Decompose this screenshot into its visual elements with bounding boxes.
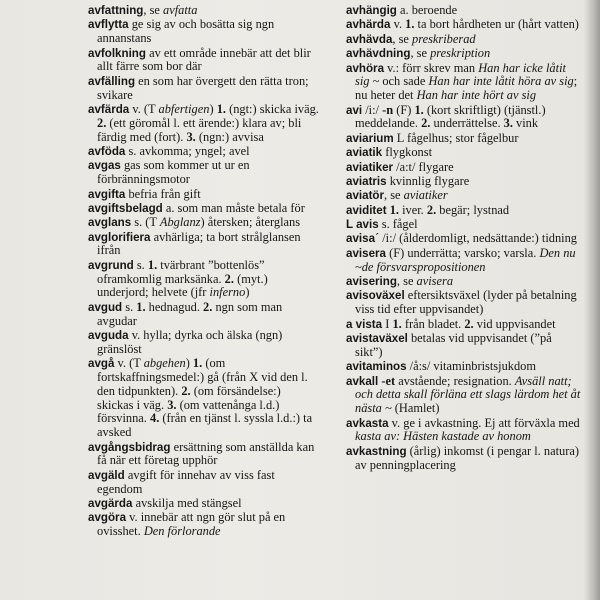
dictionary-entry xyxy=(346,289,582,317)
dictionary-entry xyxy=(346,33,582,47)
entry-sense-number: 2. xyxy=(97,115,107,130)
dictionary-entry xyxy=(88,497,320,511)
entry-sense-number: 1. xyxy=(216,101,226,116)
entry-definition: vid uppvisandet xyxy=(473,316,556,331)
entry-example: Den nu ~de försvarspropositionen xyxy=(355,245,576,274)
entry-definition: underrättelse. xyxy=(430,116,504,131)
dictionary-entry xyxy=(88,103,320,144)
entry-definition: s. fågel xyxy=(378,217,418,232)
entry-sense-number: 1. xyxy=(405,17,415,32)
entry-definition: /å:s/ vitaminbristsjukdom xyxy=(406,359,536,374)
dictionary-entry xyxy=(346,275,582,289)
entry-example: inferno xyxy=(209,285,246,300)
entry-example: Han har icke låtit sig ~ xyxy=(355,60,566,89)
entry-definition: avgift för innehav av viss fast egendom xyxy=(97,467,275,496)
entry-example: Han har inte låtit höra av sig xyxy=(428,74,574,89)
entry-definition: ´ /i:/ (ålderdomligt, nedsättande:) tidning xyxy=(375,231,578,246)
dictionary-entry xyxy=(88,216,320,230)
entry-definition: a. beroende xyxy=(396,3,458,17)
entry-definition: ) xyxy=(209,101,217,116)
entry-headword: avi xyxy=(346,103,363,117)
entry-definition: ) xyxy=(245,285,250,300)
entry-definition: (ett göromål l. ett ärende:) klara av; bli färdig med (fort). xyxy=(97,115,302,144)
entry-definition: avskilja med stängsel xyxy=(132,495,242,510)
entry-definition: (myt.) underjord; helvete (jfr xyxy=(97,271,268,300)
entry-sense-number: 1. xyxy=(147,257,158,272)
entry-definition: (om vattenånga l.d.) försvinna. xyxy=(97,397,280,426)
entry-definition: (F) underrätta; varsko; varsla. xyxy=(385,245,540,260)
entry-definition: (om fortskaffningsmedel:) gå (från X vid den l. den tidpunkten). xyxy=(97,356,308,398)
entry-sense-number: 1. xyxy=(192,356,203,371)
entry-definition: s. xyxy=(122,299,137,314)
dictionary-entry xyxy=(346,332,582,360)
entry-headword: a vista xyxy=(346,317,383,331)
dictionary-entry xyxy=(88,145,320,159)
entry-headword: avgrund xyxy=(88,258,134,272)
entry-sense-number: 2. xyxy=(421,116,431,131)
entry-definition: (F) xyxy=(393,102,415,117)
entry-headword: avfattning xyxy=(88,4,144,17)
entry-headword: avfälling xyxy=(88,74,136,88)
dictionary-entry xyxy=(88,75,320,103)
entry-example: Avsäll natt; och detta skall förläna ett slags lärdom het åt nästa ~ xyxy=(355,373,581,416)
dictionary-entry xyxy=(88,469,320,497)
dictionary-entry xyxy=(346,445,582,473)
entry-definition: iver. xyxy=(399,202,427,217)
dictionary-entry xyxy=(346,4,582,18)
dictionary-entry xyxy=(88,4,320,18)
entry-example: aviatiker xyxy=(403,188,448,203)
entry-example: abgehen xyxy=(143,356,186,371)
entry-sense-number: -n xyxy=(382,102,394,117)
entry-headword: avkall xyxy=(346,374,379,388)
entry-definition: v. xyxy=(390,17,406,32)
dictionary-entry xyxy=(346,232,582,246)
entry-example: preskriberad xyxy=(412,31,476,46)
dictionary-entry xyxy=(346,146,582,160)
entry-headword: avgäld xyxy=(88,468,125,482)
entry-example: Den förlorande xyxy=(143,524,221,539)
entry-headword: avglans xyxy=(88,216,132,230)
entry-example: Han har inte hört av sig xyxy=(416,88,537,103)
entry-definition: avstående; resignation. xyxy=(395,373,515,388)
dictionary-entry xyxy=(88,18,320,46)
entry-headword: avguda xyxy=(88,329,129,343)
entry-sense-number: 3. xyxy=(503,116,513,131)
dictionary-entry xyxy=(346,104,582,132)
left-column xyxy=(88,4,320,540)
entry-definition: /i:/ xyxy=(362,102,383,117)
dictionary-entry xyxy=(88,202,320,216)
entry-headword: aviatris xyxy=(346,174,387,188)
entry-definition: a. som man måste betala för xyxy=(162,200,305,215)
dictionary-entry xyxy=(346,247,582,275)
entry-definition: ngn som man avgudar xyxy=(97,299,283,328)
dictionary-entry xyxy=(346,175,582,189)
entry-definition: ) xyxy=(185,356,193,371)
entry-sense-number: 3. xyxy=(167,397,177,412)
entry-definition: v.: förr skrev man xyxy=(384,60,479,75)
entry-definition: v. (T xyxy=(129,101,159,116)
entry-definition: s. avkomma; yngel; avel xyxy=(125,143,250,158)
entry-definition: ersättning som anställda kan få när ett företag upphör xyxy=(97,439,315,468)
dictionary-entry xyxy=(88,47,320,75)
entry-sense-number: 4. xyxy=(150,411,160,426)
entry-headword: avistaväxel xyxy=(346,332,408,346)
entry-headword: avhängig xyxy=(346,4,397,17)
entry-definition: , se xyxy=(143,3,164,17)
entry-headword: avgifta xyxy=(88,187,126,201)
entry-headword: avgå xyxy=(88,357,115,371)
entry-headword: avisera xyxy=(346,246,386,260)
entry-headword: L avis xyxy=(346,218,379,232)
entry-definition: kvinnlig flygare xyxy=(386,173,470,188)
entry-headword: avgärda xyxy=(88,496,133,510)
entry-definition: och sade xyxy=(379,74,429,89)
entry-headword: aviatik xyxy=(346,146,383,160)
entry-headword: avflytta xyxy=(88,18,129,32)
entry-headword: avgiftsbelagd xyxy=(88,201,163,215)
dictionary-entry xyxy=(88,159,320,187)
entry-sense-number: 1. xyxy=(136,299,146,314)
entry-sense-number: 3. xyxy=(186,129,196,144)
entry-headword: avgöra xyxy=(88,511,127,525)
dictionary-entry xyxy=(346,417,582,445)
entry-headword: avkasta xyxy=(346,416,389,430)
entry-example: preskription xyxy=(430,46,491,61)
entry-definition: s. (T xyxy=(131,215,160,230)
entry-definition: , se xyxy=(392,31,413,46)
dictionary-entry xyxy=(346,360,582,374)
entry-definition: s. xyxy=(133,257,148,272)
entry-headword: avgångsbidrag xyxy=(88,440,171,454)
entry-definition: , se xyxy=(396,274,417,289)
entry-headword: avisoväxel xyxy=(346,289,405,303)
entry-definition: ge sig av och bosätta sig ngn annanstans xyxy=(97,17,275,46)
entry-definition: gas som kommer ut ur en förbränningsmotor xyxy=(97,158,250,187)
entry-definition: v. hylla; dyrka och älska (ngn) gränslöst xyxy=(97,328,283,356)
entry-headword: avgas xyxy=(88,159,121,173)
dictionary-entry xyxy=(346,47,582,61)
entry-headword: avgud xyxy=(88,300,123,314)
entry-headword: avisa xyxy=(346,232,376,246)
entry-sense-number: 2. xyxy=(181,383,191,398)
entry-definition: (årlig) inkomst (i pengar l. natura) av penningplacering xyxy=(355,443,579,472)
entry-definition: (kort skriftligt) (tjänstl.) meddelande. xyxy=(355,102,546,131)
entry-headword: aviditet xyxy=(346,203,387,217)
entry-definition: (Hamlet) xyxy=(391,401,440,416)
dictionary-entry xyxy=(346,218,582,232)
entry-sense-number: 1. xyxy=(392,316,402,331)
entry-headword: avhöra xyxy=(346,61,385,75)
entry-definition: vink xyxy=(512,116,539,131)
book-gutter-shadow xyxy=(584,0,600,600)
entry-definition: v. ge i avkastning. Ej att förväxla med xyxy=(388,415,580,430)
entry-definition: /a:t/ flygare xyxy=(393,159,454,174)
entry-definition: flygkonst xyxy=(382,145,433,160)
dictionary-entry xyxy=(88,329,320,357)
dictionary-entry xyxy=(88,301,320,329)
entry-definition: (ngn:) avvisa xyxy=(195,129,264,144)
entry-definition: ta bort hårdheten ur (hårt vatten) xyxy=(414,17,579,32)
dictionary-entry xyxy=(346,204,582,218)
dictionary-entry xyxy=(346,318,582,332)
entry-definition: en som har övergett den rätta tron; svikare xyxy=(97,73,309,102)
dictionary-entry xyxy=(346,375,582,416)
entry-definition: avhärliga; ta bort strålglansen ifrån xyxy=(97,229,301,258)
entry-sense-number: 2. xyxy=(203,299,213,314)
entry-example: avisera xyxy=(416,274,454,289)
entry-example: avfatta xyxy=(163,3,198,17)
entry-example: kasta av: Hästen kastade av honom xyxy=(355,429,531,444)
dictionary-entry xyxy=(346,18,582,32)
entry-example: abfertigen xyxy=(158,101,210,116)
entry-definition: L fågelhus; stor fågelbur xyxy=(393,130,519,145)
entry-definition: ; nu heter det xyxy=(355,74,578,103)
dictionary-entry xyxy=(88,188,320,202)
entry-headword: avhävda xyxy=(346,32,393,46)
entry-definition: betalas vid uppvisandet (”på sikt”) xyxy=(355,331,552,359)
entry-headword: aviarium xyxy=(346,131,394,145)
dictionary-entry xyxy=(88,511,320,539)
entry-headword: avitaminos xyxy=(346,360,407,374)
entry-headword: aviatör xyxy=(346,189,385,203)
entry-headword: avhävdning xyxy=(346,47,411,61)
entry-definition: (ngt:) skicka iväg. xyxy=(225,101,319,116)
entry-definition: tvärbrant ”bottenlös” oframkomlig marksänka. xyxy=(97,257,265,286)
entry-headword: avisering xyxy=(346,275,397,289)
entry-definition: begär; lystnad xyxy=(436,202,510,217)
entry-definition: ) återsken; återglans xyxy=(200,215,301,230)
entry-definition: från bladet. xyxy=(401,316,465,331)
entry-definition: befria från gift xyxy=(125,186,201,201)
entry-sense-number: 2. xyxy=(426,202,437,217)
entry-definition: eftersiktsväxel (lyder på betalning viss tid efter uppvisandet) xyxy=(355,288,577,317)
dictionary-entry xyxy=(88,357,320,440)
entry-definition: , se xyxy=(384,188,404,203)
entry-definition: (från en tjänst l. syssla l.d.:) ta avsked xyxy=(97,411,313,440)
entry-definition: v. innebär att ngn gör slut på en ovisshet. xyxy=(97,510,286,539)
entry-sense-number: -et xyxy=(381,373,396,388)
dictionary-entry xyxy=(88,441,320,469)
entry-definition: I xyxy=(382,316,393,331)
entry-headword: avkastning xyxy=(346,444,407,458)
entry-sense-number: 2. xyxy=(464,316,474,331)
entry-sense-number: 2. xyxy=(224,271,234,286)
dictionary-entry xyxy=(88,231,320,259)
entry-headword: aviatiker xyxy=(346,160,394,174)
entry-headword: avföda xyxy=(88,144,126,158)
entry-headword: avhärda xyxy=(346,18,391,32)
entry-headword: avglorifiera xyxy=(88,230,151,244)
entry-sense-number: 1. xyxy=(414,102,424,117)
entry-definition: v. (T xyxy=(114,356,144,371)
entry-headword: avfärda xyxy=(88,102,130,116)
entry-definition: (om försändelse:) skickas i väg. xyxy=(97,383,281,412)
dictionary-entry xyxy=(88,259,320,300)
dictionary-entry xyxy=(346,132,582,146)
entry-sense-number: 1. xyxy=(389,202,399,217)
dictionary-entry xyxy=(346,189,582,203)
dictionary-entry xyxy=(346,161,582,175)
entry-definition: , se xyxy=(410,46,431,61)
entry-headword: avfolkning xyxy=(88,46,146,60)
dictionary-entry xyxy=(346,62,582,103)
right-column xyxy=(346,4,582,473)
entry-definition: av ett område innebär att det blir allt färre som bor där xyxy=(97,45,311,74)
entry-definition: hednagud. xyxy=(145,299,204,314)
entry-example: Abglanz xyxy=(159,215,201,230)
